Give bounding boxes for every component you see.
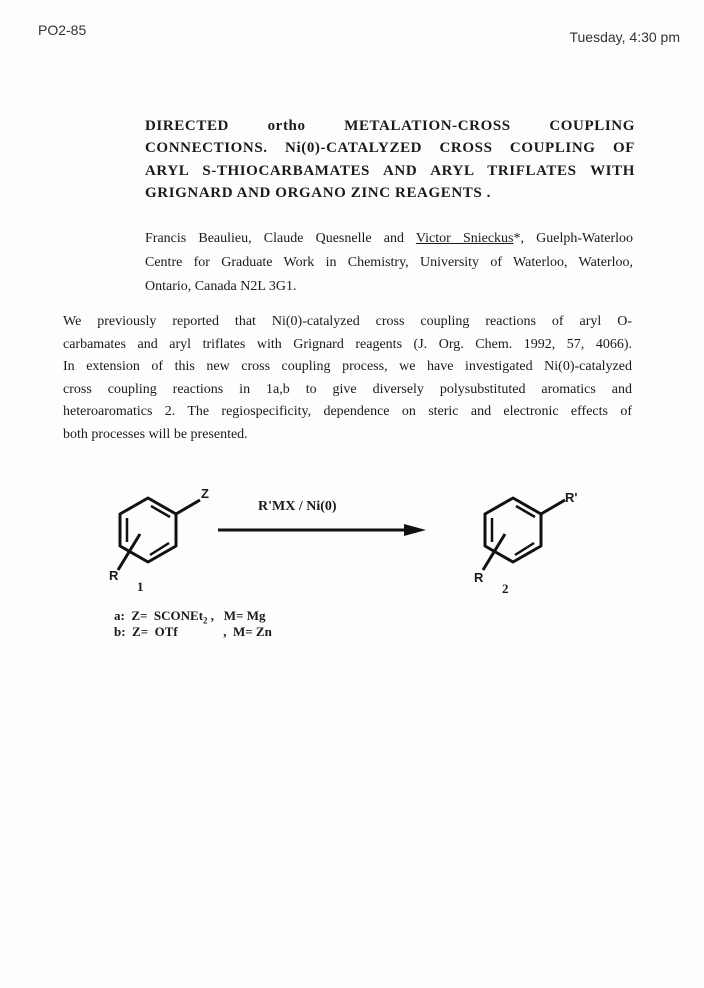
body-line: We previously reported that Ni(0)-catalyzed cross coupling reactions of aryl O-: [63, 314, 632, 329]
condition-a-text: a: Z= SCONEt: [114, 608, 204, 623]
product-benzene-ring: [483, 498, 565, 570]
affiliation-line: Ontario, Canada N2L 3G1.: [145, 279, 297, 294]
body-line: In extension of this new cross coupling process, we have investigated Ni(0)-catalyzed: [63, 359, 632, 375]
body-line: cross coupling reactions in 1a,b to give diversely polysubstituted aromatics and: [63, 381, 632, 397]
title-line: GRIGNARD AND ORGANO ZINC REAGENTS .: [145, 184, 492, 201]
reaction-arrow: [218, 524, 426, 536]
affiliation-line: Centre for Graduate Work in Chemistry, University of Waterloo, Waterloo,: [145, 255, 633, 270]
substituent-r-prime: R': [565, 490, 578, 505]
corresponding-author: Victor Snieckus: [415, 231, 514, 246]
body-line: heteroaromatics 2. The regiospecificity, dependence on steric and electronic effects of: [63, 404, 632, 420]
title-line: DIRECTED ortho METALATION-CROSS COUPLING: [145, 118, 635, 134]
compound-number-1: 1: [137, 579, 144, 594]
subscript: 2: [203, 615, 208, 626]
substituent-r: R: [474, 570, 484, 585]
session-time: Tuesday, 4:30 pm: [569, 29, 680, 45]
reactant-benzene-ring: [118, 498, 200, 570]
reagent-label: R'MX / Ni(0): [258, 499, 337, 514]
condition-a: [114, 608, 265, 626]
title-line: ARYL S-THIOCARBAMATES AND ARYL TRIFLATES WITH: [145, 162, 635, 179]
substituent-z: Z: [201, 486, 209, 501]
substituent-r: R: [109, 568, 119, 583]
body-line: both processes will be presented.: [63, 426, 248, 442]
poster-code: PO2-85: [38, 22, 87, 38]
affiliation-start: *, Guelph-Waterloo: [513, 231, 633, 246]
title-line: CONNECTIONS. Ni(0)-CATALYZED CROSS COUPLING OF: [145, 140, 635, 157]
condition-b: b: Z= OTf , M= Zn: [114, 624, 272, 639]
author-names: Francis Beaulieu, Claude Quesnelle and: [145, 231, 416, 246]
compound-number-2: 2: [502, 581, 509, 596]
body-line: carbamates and aryl triflates with Grignard reagents (J. Org. Chem. 1992, 57, 4066).: [63, 336, 632, 352]
condition-a-metal: , M= Mg: [207, 608, 266, 623]
